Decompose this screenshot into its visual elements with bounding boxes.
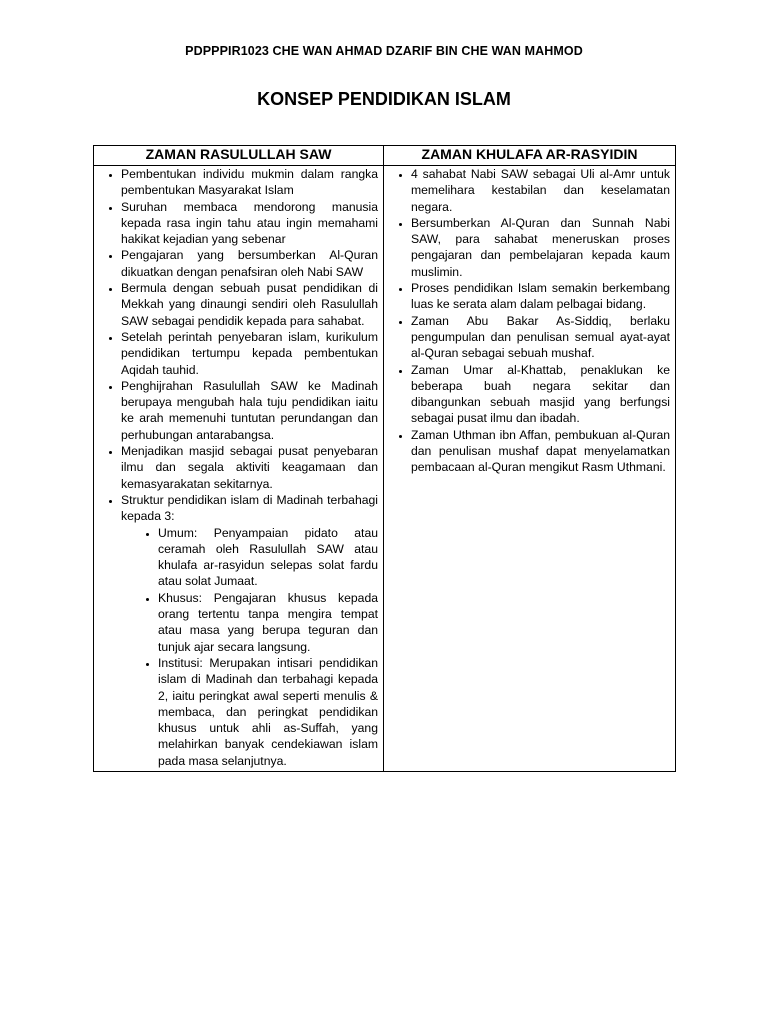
cell-rasulullah	[94, 166, 384, 772]
sublist-item: • Institusi: Merupakan intisari pendidikan islam di Madinah dan terbahagi kepada 2, iaitu peringkat awal seperti menulis & membaca, dan peringkat pendidikan khusus untuk ahli as-Suffah, yang melahirkan banyak cendekiawan islam pada masa selanjutnya.	[158, 655, 378, 769]
document-header: PDPPPIR1023 CHE WAN AHMAD DZARIF BIN CHE WAN MAHMOD	[185, 44, 583, 58]
table-body-row	[94, 166, 676, 772]
sublist-item: • Umum: Penyampaian pidato atau ceramah oleh Rasulullah SAW atau khulafa ar-rasyidun selepas solat fardu atau solat Jumaat.	[158, 525, 378, 590]
list-item: • Zaman Abu Bakar As-Siddiq, berlaku pengumpulan dan penulisan semual ayat-ayat al-Quran sebagai sebuah mushaf.	[411, 313, 670, 362]
structure-sublist	[121, 525, 378, 769]
list-item: • Menjadikan masjid sebagai pusat penyebaran ilmu dan segala aktiviti keagamaan dan kemasyarakatan sekitarnya.	[121, 443, 378, 492]
list-item: • Zaman Uthman ibn Affan, pembukuan al-Quran dan penulisan mushaf dapat menyelamatkan pembacaan al-Quran mengikut Rasm Uthmani.	[411, 427, 670, 476]
list-item: • Proses pendidikan Islam semakin berkembang luas ke serata alam dalam pelbagai bidang.	[411, 280, 670, 313]
cell-khulafa	[384, 166, 676, 772]
list-item: • 4 sahabat Nabi SAW sebagai Uli al-Amr untuk memelihara kestabilan dan keselamatan negara.	[411, 166, 670, 215]
list-item: • Penghijrahan Rasulullah SAW ke Madinah berupaya mengubah hala tuju pendidikan iaitu ke arah memenuhi tuntutan perundangan dan perhubungan antarabangsa.	[121, 378, 378, 443]
table-header-row	[94, 146, 676, 166]
khulafa-list	[388, 166, 670, 476]
col-header-rasulullah: ZAMAN RASULULLAH SAW	[94, 146, 384, 166]
list-item-text: Struktur pendidikan islam di Madinah terbahagi kepada 3:	[121, 492, 378, 524]
sublist-item: • Khusus: Pengajaran khusus kepada orang tertentu tanpa mengira tempat atau masa yang berupa teguran dan tunjuk ajar secara langsung.	[158, 590, 378, 655]
list-item: • Bersumberkan Al-Quran dan Sunnah Nabi SAW, para sahabat meneruskan proses pengajaran dan pembelajaran kepada kaum muslimin.	[411, 215, 670, 280]
list-item: • Pembentukan individu mukmin dalam rangka pembentukan Masyarakat Islam	[121, 166, 378, 199]
list-item: • Pengajaran yang bersumberkan Al-Quran dikuatkan dengan penafsiran oleh Nabi SAW	[121, 247, 378, 280]
list-item: • Zaman Umar al-Khattab, penaklukan ke beberapa buah negara sekitar dan dibangunkan sebuah masjid yang berfungsi sebagai pusat ilmu dan ibadah.	[411, 362, 670, 427]
list-item-structure	[121, 492, 378, 769]
list-item: • Bermula dengan sebuah pusat pendidikan di Mekkah yang dinaungi sendiri oleh Rasulullah SAW sebagai pendidik kepada para sahabat.	[121, 280, 378, 329]
concept-table	[93, 145, 676, 772]
rasulullah-list	[98, 166, 378, 769]
list-item: • Suruhan membaca mendorong manusia kepada rasa ingin tahu atau ingin memahami hakikat kejadian yang sebenar	[121, 199, 378, 248]
list-item: • Setelah perintah penyebaran islam, kurikulum pendidikan tertumpu kepada pembentukan Aqidah tauhid.	[121, 329, 378, 378]
document-title: KONSEP PENDIDIKAN ISLAM	[257, 89, 511, 109]
col-header-khulafa: ZAMAN KHULAFA AR-RASYIDIN	[384, 146, 676, 166]
